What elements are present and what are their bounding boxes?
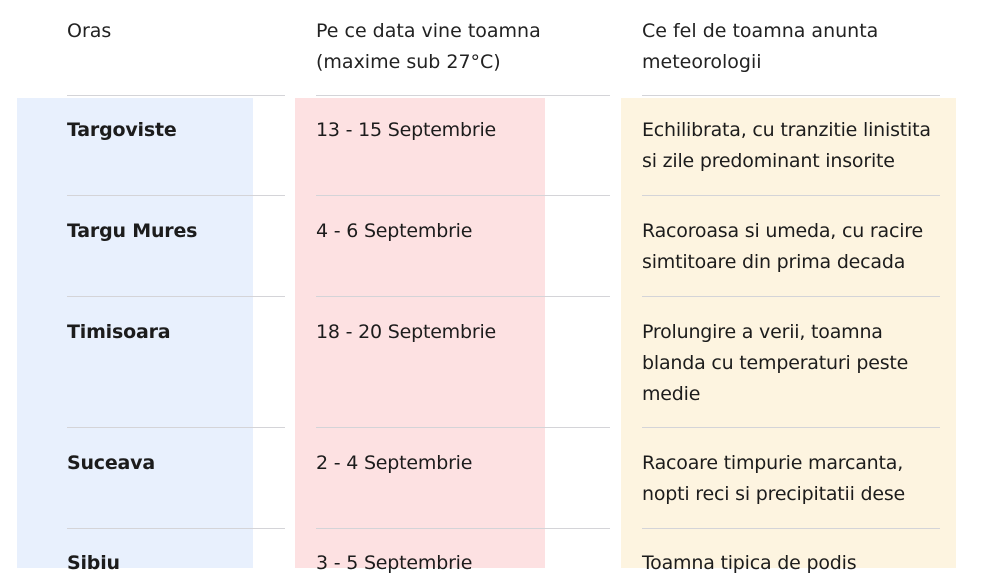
description-cell: Toamna tipica de podis bbox=[642, 552, 857, 574]
date-cell: 18 - 20 Septembrie bbox=[316, 321, 497, 343]
row-divider bbox=[642, 296, 940, 297]
date-cell: 2 - 4 Septembrie bbox=[316, 452, 473, 474]
description-cell: Racoroasa si umeda, cu racire simtitoare din prima decada bbox=[642, 220, 923, 273]
row-divider bbox=[67, 427, 285, 428]
date-cell: 3 - 5 Septembrie bbox=[316, 552, 473, 574]
row-divider bbox=[642, 195, 940, 196]
city-cell: Targoviste bbox=[67, 119, 177, 141]
column-header-description: Ce fel de toamna anunta meteorologii bbox=[642, 20, 879, 73]
row-divider bbox=[316, 195, 610, 196]
date-cell: 4 - 6 Septembrie bbox=[316, 220, 473, 242]
row-divider bbox=[642, 95, 940, 96]
row-divider bbox=[642, 528, 940, 529]
row-divider bbox=[67, 296, 285, 297]
description-cell: Echilibrata, cu tranzitie linistita si zile predominant insorite bbox=[642, 119, 931, 172]
row-divider bbox=[316, 296, 610, 297]
date-cell: 13 - 15 Septembrie bbox=[316, 119, 497, 141]
row-divider bbox=[67, 195, 285, 196]
row-divider bbox=[316, 528, 610, 529]
city-cell: Timisoara bbox=[67, 321, 171, 343]
row-divider bbox=[67, 528, 285, 529]
row-divider bbox=[316, 95, 610, 96]
city-cell: Suceava bbox=[67, 452, 155, 474]
column-header-date: Pe ce data vine toamna (maxime sub 27°C) bbox=[316, 20, 541, 73]
city-cell: Targu Mures bbox=[67, 220, 198, 242]
description-cell: Racoare timpurie marcanta, nopti reci si precipitatii dese bbox=[642, 452, 906, 505]
column-header-city: Oras bbox=[67, 20, 112, 42]
row-divider bbox=[642, 427, 940, 428]
row-divider bbox=[67, 95, 285, 96]
row-divider bbox=[316, 427, 610, 428]
city-cell: Sibiu bbox=[67, 552, 120, 574]
description-cell: Prolungire a verii, toamna blanda cu temperaturi peste medie bbox=[642, 321, 909, 405]
